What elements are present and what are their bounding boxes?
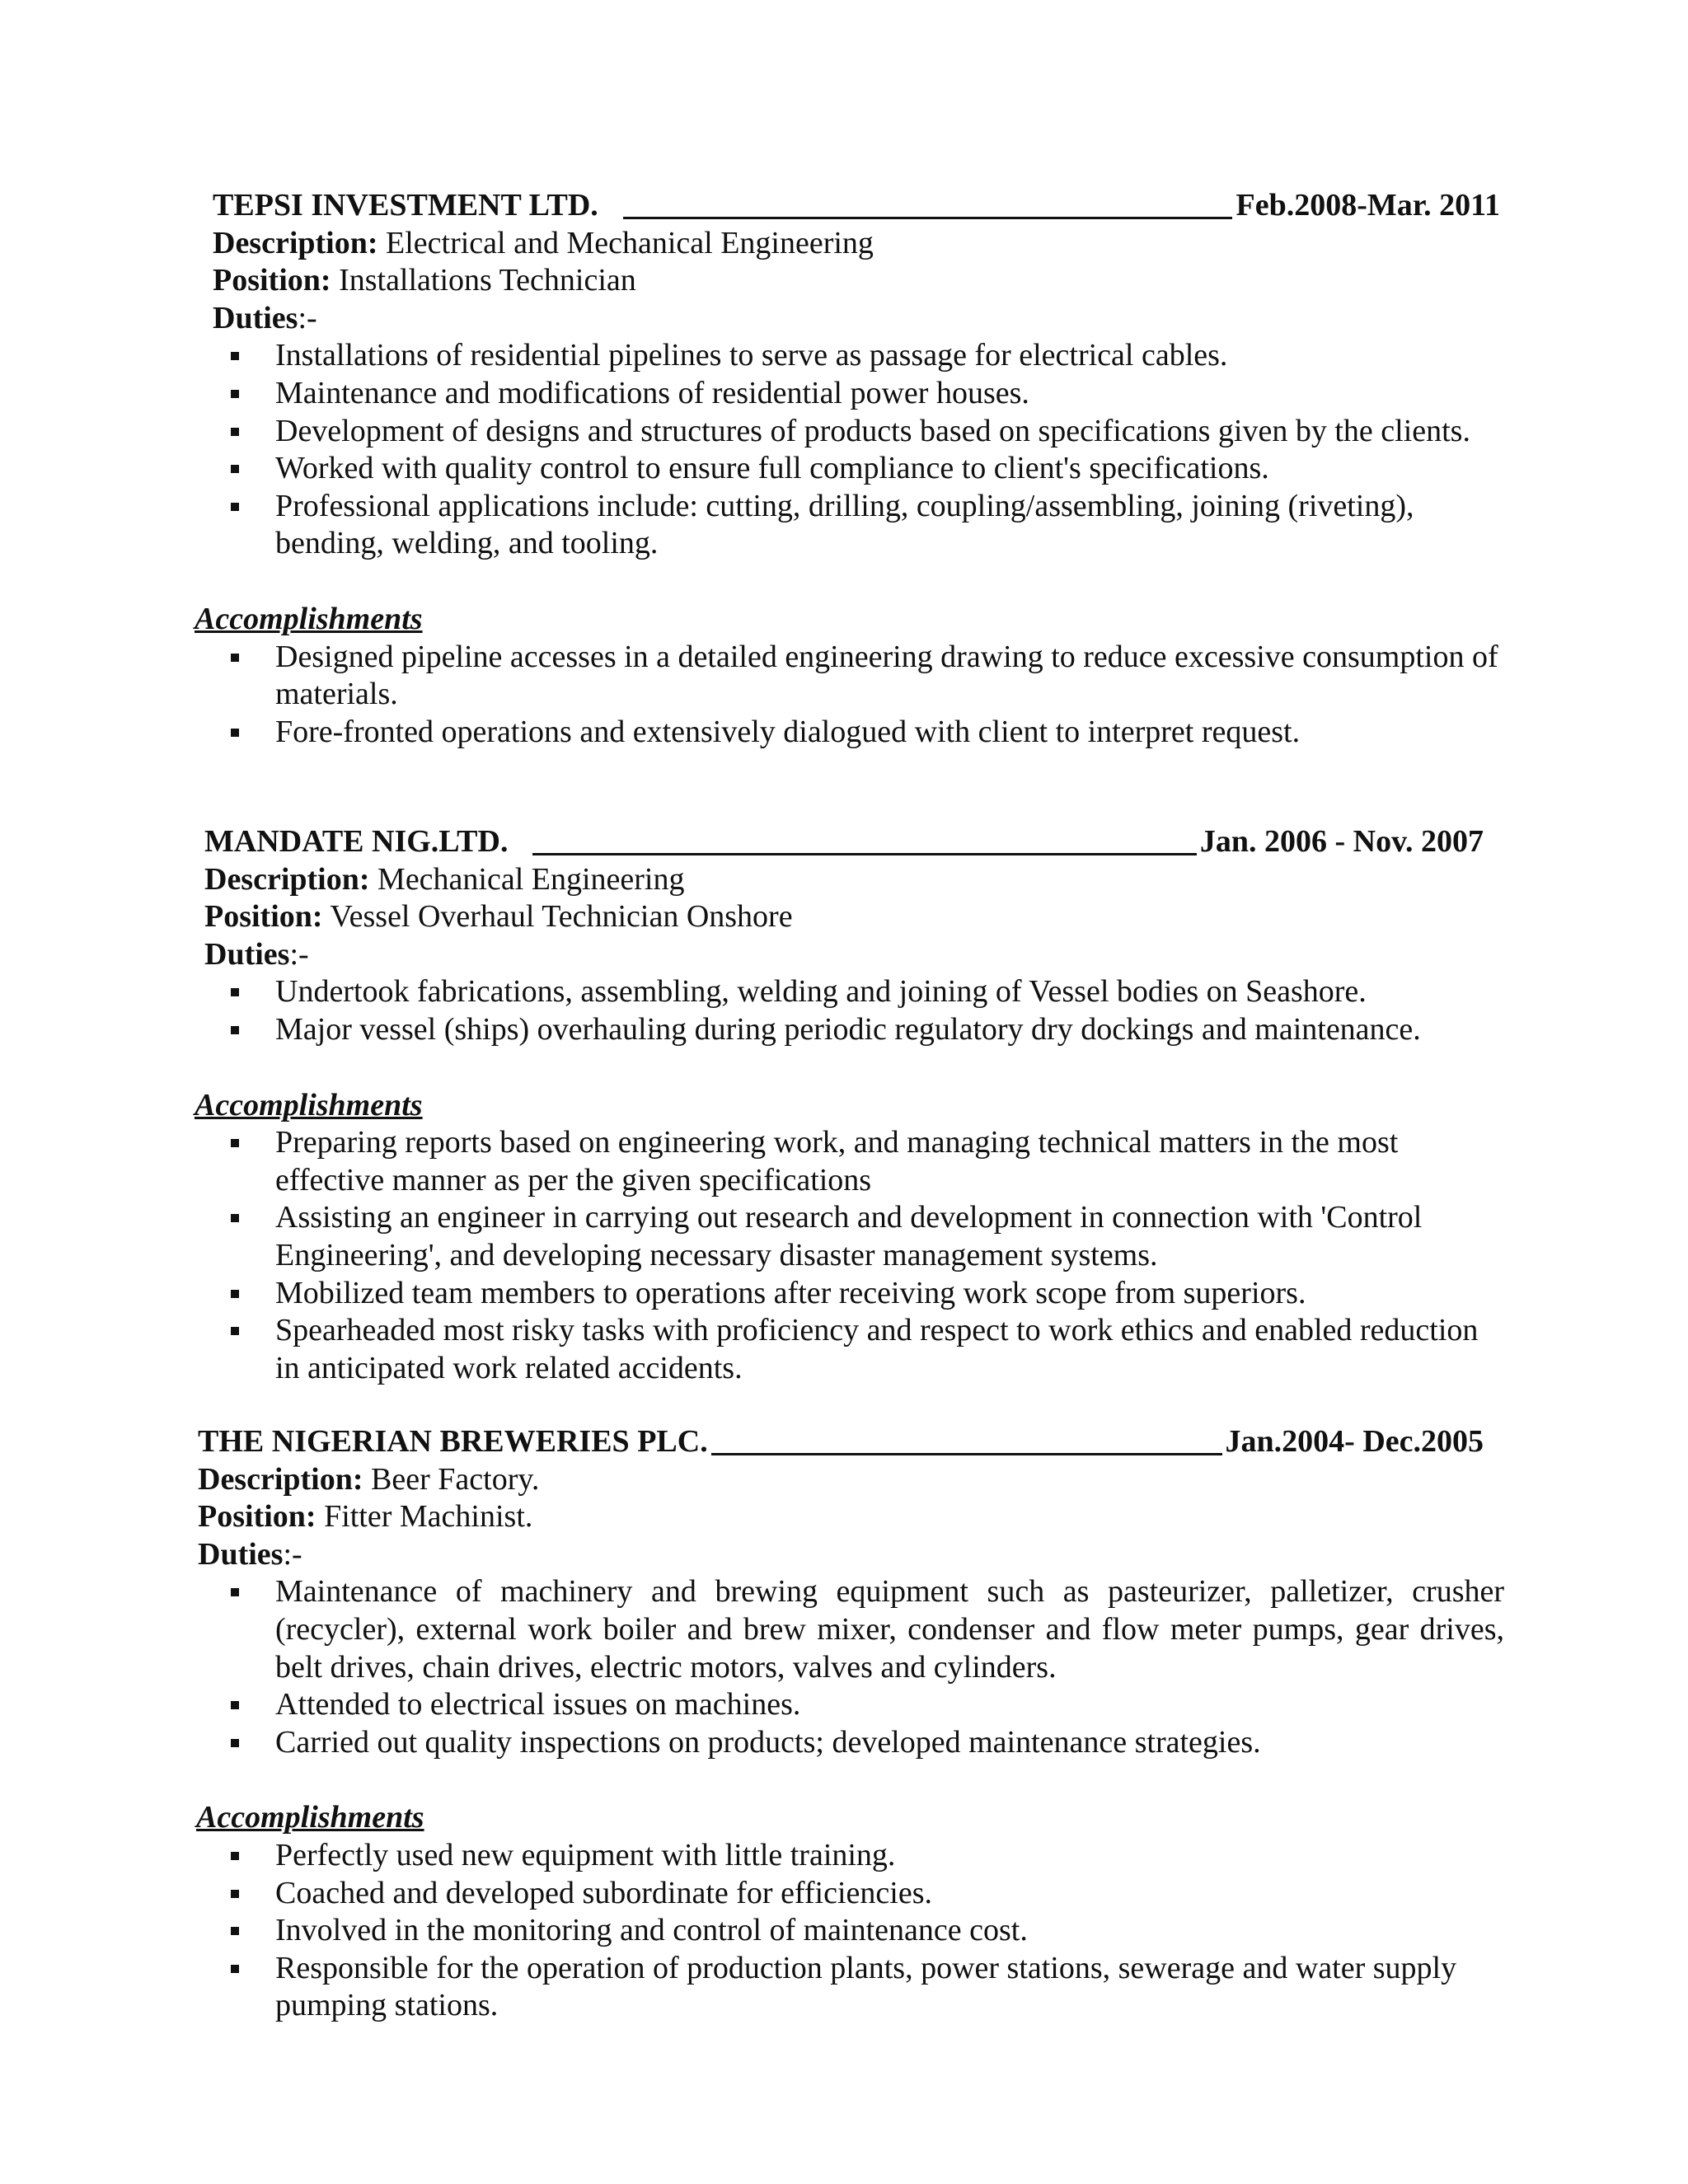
duties-heading	[213, 300, 1500, 338]
duties-heading	[204, 936, 1484, 974]
job-mandate	[195, 823, 1484, 1387]
duties-suffix: :-	[283, 1536, 302, 1572]
list-item: Maintenance and modifications of residential power houses.	[219, 375, 1500, 413]
duties-list	[219, 337, 1500, 563]
description-line	[198, 1461, 1504, 1499]
accomplishments-heading: Accomplishments	[195, 1087, 423, 1122]
job-header	[204, 823, 1484, 861]
description-value: Beer Factory.	[371, 1461, 540, 1497]
description-line	[204, 861, 1484, 899]
duties-list	[219, 1573, 1504, 1761]
list-item: Preparing reports based on engineering work, and managing technical matters in the most effective manner as per the given specifications	[219, 1124, 1484, 1199]
list-item: Fore-fronted operations and extensively dialogued with client to interpret request.	[219, 714, 1500, 752]
duties-label: Duties	[213, 300, 298, 335]
list-item: Spearheaded most risky tasks with proficiency and respect to work ethics and enabled reduction in anticipated work related accidents.	[219, 1312, 1484, 1387]
description-label: Description:	[204, 861, 370, 897]
list-item: Involved in the monitoring and control of maintenance cost.	[219, 1912, 1504, 1950]
list-item: Worked with quality control to ensure full compliance to client's specifications.	[219, 450, 1500, 488]
list-item: Major vessel (ships) overhauling during periodic regulatory dry dockings and maintenance.	[219, 1011, 1484, 1049]
list-item: Installations of residential pipelines to serve as passage for electrical cables.	[219, 337, 1500, 375]
job-header	[198, 1423, 1484, 1461]
list-item: Designed pipeline accesses in a detailed engineering drawing to reduce excessive consumption of materials.	[219, 639, 1500, 714]
company-name: TEPSI INVESTMENT LTD.	[213, 188, 598, 223]
position-value: Fitter Machinist.	[324, 1499, 533, 1535]
position-value: Vessel Overhaul Technician Onshore	[330, 899, 793, 935]
duties-suffix: :-	[298, 300, 317, 335]
header-rule	[623, 217, 1233, 219]
position-label: Position:	[204, 899, 323, 935]
accomplishments-heading: Accomplishments	[195, 601, 423, 636]
accomplishments-heading: Accomplishments	[196, 1800, 424, 1835]
job-tepsi	[195, 187, 1500, 751]
company-name: THE NIGERIAN BREWERIES PLC.	[198, 1424, 708, 1459]
job-dates: Feb.2008-Mar. 2011	[1236, 188, 1500, 223]
company-name: MANDATE NIG.LTD.	[204, 824, 509, 859]
list-item: Maintenance of machinery and brewing equipment such as pasteurizer, palletizer, crusher (recycler), external work boiler and brew mixer, condenser and flow meter pumps, gear drives, belt drives, chain drives, electric motors, valves and cylinders.	[219, 1573, 1504, 1686]
description-line	[213, 225, 1500, 263]
job-dates: Jan. 2006 - Nov. 2007	[1199, 824, 1484, 859]
description-label: Description:	[213, 225, 378, 260]
list-item: Carried out quality inspections on products; developed maintenance strategies.	[219, 1724, 1504, 1762]
duties-list	[219, 973, 1484, 1048]
description-value: Electrical and Mechanical Engineering	[386, 225, 874, 260]
position-label: Position:	[198, 1499, 316, 1535]
job-dates: Jan.2004- Dec.2005	[1225, 1424, 1484, 1459]
position-line	[198, 1498, 1504, 1536]
list-item: Undertook fabrications, assembling, welding and joining of Vessel bodies on Seashore.	[219, 973, 1484, 1011]
list-item: Perfectly used new equipment with little training.	[219, 1837, 1504, 1875]
duties-label: Duties	[198, 1536, 284, 1572]
list-item: Attended to electrical issues on machines.	[219, 1686, 1504, 1724]
list-item: Coached and developed subordinate for efficiencies.	[219, 1875, 1504, 1913]
description-value: Mechanical Engineering	[377, 861, 685, 897]
job-header	[213, 187, 1500, 225]
list-item: Assisting an engineer in carrying out research and development in connection with 'Control Engineering', and developing necessary disaster management systems.	[219, 1199, 1484, 1274]
list-item: Responsible for the operation of production plants, power stations, sewerage and water supply pumping stations.	[219, 1950, 1504, 2025]
header-rule	[711, 1453, 1222, 1455]
duties-label: Duties	[204, 936, 290, 972]
accomplishments-list	[219, 639, 1500, 752]
position-line	[213, 262, 1500, 300]
description-label: Description:	[198, 1461, 363, 1497]
duties-suffix: :-	[289, 936, 309, 972]
list-item: Development of designs and structures of products based on specifications given by the clients.	[219, 413, 1500, 451]
position-line	[204, 898, 1484, 936]
position-value: Installations Technician	[339, 263, 636, 298]
job-nigerian-breweries	[198, 1423, 1504, 2025]
duties-heading	[198, 1536, 1504, 1574]
accomplishments-list	[219, 1124, 1484, 1387]
position-label: Position:	[213, 263, 331, 298]
header-rule	[532, 853, 1196, 855]
list-item: Professional applications include: cutting, drilling, coupling/assembling, joining (riveting), bending, welding, and tooling.	[219, 488, 1500, 563]
list-item: Mobilized team members to operations after receiving work scope from superiors.	[219, 1275, 1484, 1313]
accomplishments-list	[219, 1837, 1504, 2025]
